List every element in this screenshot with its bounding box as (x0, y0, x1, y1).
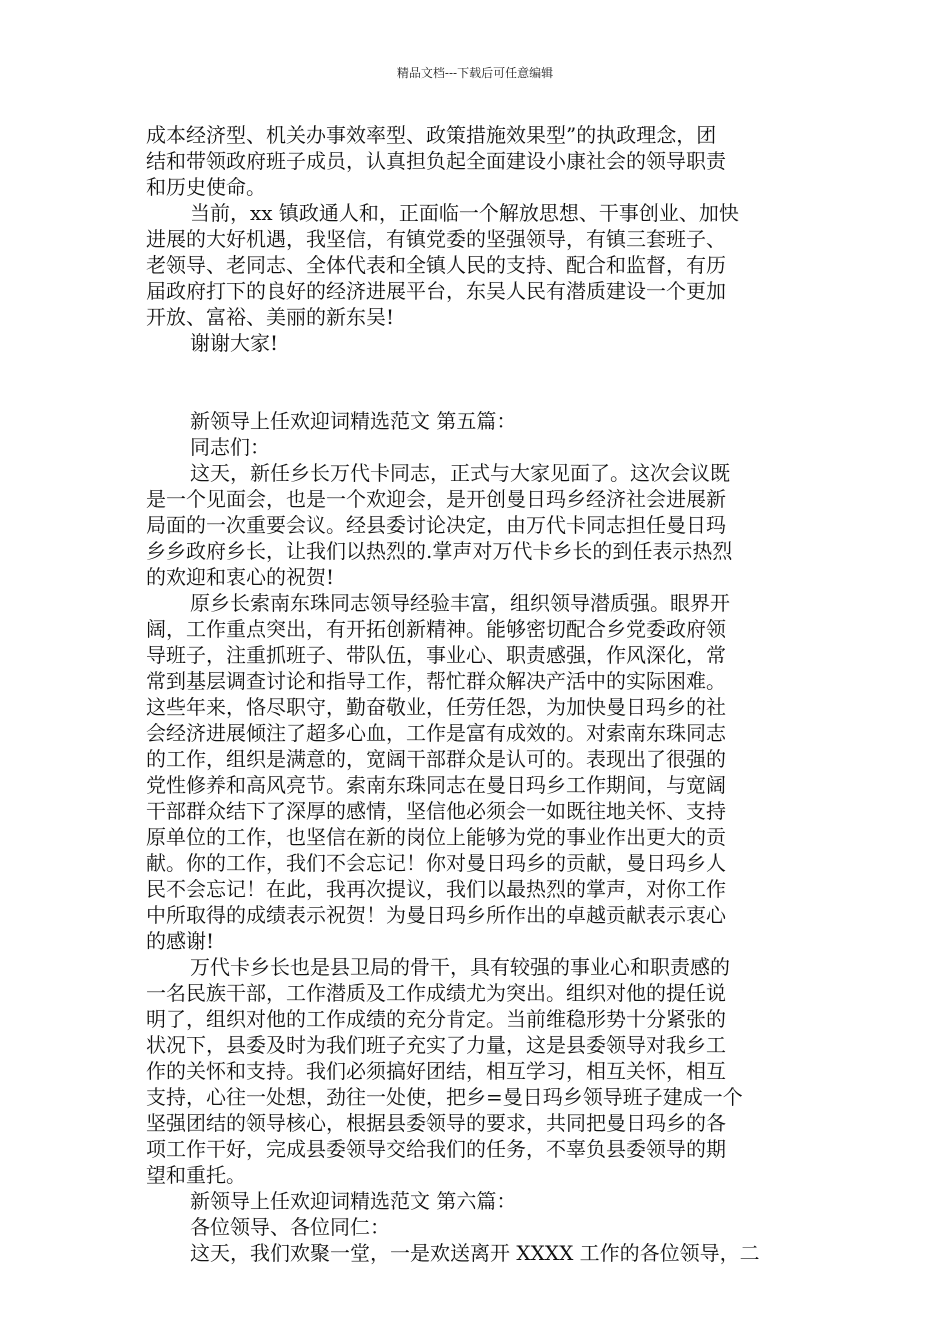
text-line: 各位领导、各位同仁： (190, 1215, 390, 1239)
text-line: 常到基层调查讨论和指导工作，帮忙群众解决产活中的实际困难。 (146, 669, 726, 693)
text-line: 干部群众结下了深厚的感情，坚信他必须会一如既往地关怀、支持 (146, 799, 726, 823)
text-line: 会经济进展倾注了超多心血，工作是富有成效的。对索南东珠同志 (146, 721, 726, 745)
text-line: 乡乡政府乡长，让我们以热烈的.掌声对万代卡乡长的到任表示热烈 (146, 539, 733, 563)
text-line: 这天，我们欢聚一堂，一是欢送离开 XXXX 工作的各位领导，二 (190, 1241, 760, 1265)
text-line: 党性修养和高风亮节。索南东珠同志在曼日玛乡工作期间，与宽阔 (146, 773, 726, 797)
text-line: 谢谢大家! (190, 331, 279, 355)
text-line: 届政府打下的良好的经济进展平台，东吴人民有潜质建设一个更加 (146, 279, 726, 303)
text-line: 是一个见面会，也是一个欢迎会，是开创曼日玛乡经济社会进展新 (146, 487, 726, 511)
text-line: 民不会忘记！在此，我再次提议，我们以最热烈的掌声，对你工作 (146, 877, 726, 901)
text-line: 万代卡乡长也是县卫局的骨干，具有较强的事业心和职责感的 (190, 955, 730, 979)
text-line: 的欢迎和衷心的祝贺! (146, 565, 335, 589)
blank-line (146, 382, 810, 408)
text-line: 当前，xx 镇政通人和，正面临一个解放思想、干事创业、加快 (190, 201, 739, 225)
text-line: 和历史使命。 (146, 175, 266, 199)
page-header: 精品文档---下载后可任意编辑 (396, 66, 554, 80)
text-line: 明了，组织对他的工作成绩的充分肯定。当前维稳形势十分紧张的 (146, 1007, 726, 1031)
text-line: 支持，心往一处想，劲往一处使，把乡=曼日玛乡领导班子建成一个 (146, 1085, 743, 1109)
text-line: 结和带领政府班子成员，认真担负起全面建设小康社会的领导职责 (146, 149, 726, 173)
text-line: 原单位的工作，也坚信在新的岗位上能够为党的事业作出更大的贡 (146, 825, 726, 849)
text-line: 的工作，组织是满意的，宽阔干部群众是认可的。表现出了很强的 (146, 747, 726, 771)
text-line: 献。你的工作，我们不会忘记！你对曼日玛乡的贡献，曼日玛乡人 (146, 851, 726, 875)
text-line: 新领导上任欢迎词精选范文 第五篇： (190, 409, 517, 433)
text-line: 新领导上任欢迎词精选范文 第六篇： (190, 1189, 517, 1213)
text-line: 进展的大好机遇，我坚信，有镇党委的坚强领导，有镇三套班子、 (146, 227, 726, 251)
text-line: 一名民族干部，工作潜质及工作成绩尤为突出。组织对他的提任说 (146, 981, 726, 1005)
text-line: 阔，工作重点突出，有开拓创新精神。能够密切配合乡党委政府领 (146, 617, 726, 641)
text-line: 开放、富裕、美丽的新东吴! (146, 305, 395, 329)
text-line: 同志们： (190, 435, 270, 459)
blank-line (146, 356, 810, 382)
text-line: 成本经济型、机关办事效率型、政策措施效果型”的执政理念，团 (146, 123, 717, 147)
text-line: 的感谢! (146, 929, 215, 953)
text-line: 这些年来，恪尽职守，勤奋敬业，任劳任怨，为加快曼日玛乡的社 (146, 695, 726, 719)
text-line: 作的关怀和支持。我们必须搞好团结，相互学习，相互关怀，相互 (146, 1059, 726, 1083)
text-line: 望和重托。 (146, 1163, 246, 1187)
text-line: 状况下，县委及时为我们班子充实了力量，这是县委领导对我乡工 (146, 1033, 726, 1057)
text-line: 中所取得的成绩表示祝贺！为曼日玛乡所作出的卓越贡献表示衷心 (146, 903, 726, 927)
text-line: 坚强团结的领导核心，根据县委领导的要求，共同把曼日玛乡的各 (146, 1111, 726, 1135)
text-line: 局面的一次重要会议。经县委讨论决定，由万代卡同志担任曼日玛 (146, 513, 726, 537)
text-line: 原乡长索南东珠同志领导经验丰富，组织领导潜质强。眼界开 (190, 591, 730, 615)
text-line: 老领导、老同志、全体代表和全镇人民的支持、配合和监督，有历 (146, 253, 726, 277)
text-line: 导班子，注重抓班子、带队伍，事业心、职责感强，作风深化，常 (146, 643, 726, 667)
text-line: 项工作干好，完成县委领导交给我们的任务，不辜负县委领导的期 (146, 1137, 726, 1161)
document-body (146, 122, 810, 1266)
text-line: 这天，新任乡长万代卡同志，正式与大家见面了。这次会议既 (190, 461, 730, 485)
